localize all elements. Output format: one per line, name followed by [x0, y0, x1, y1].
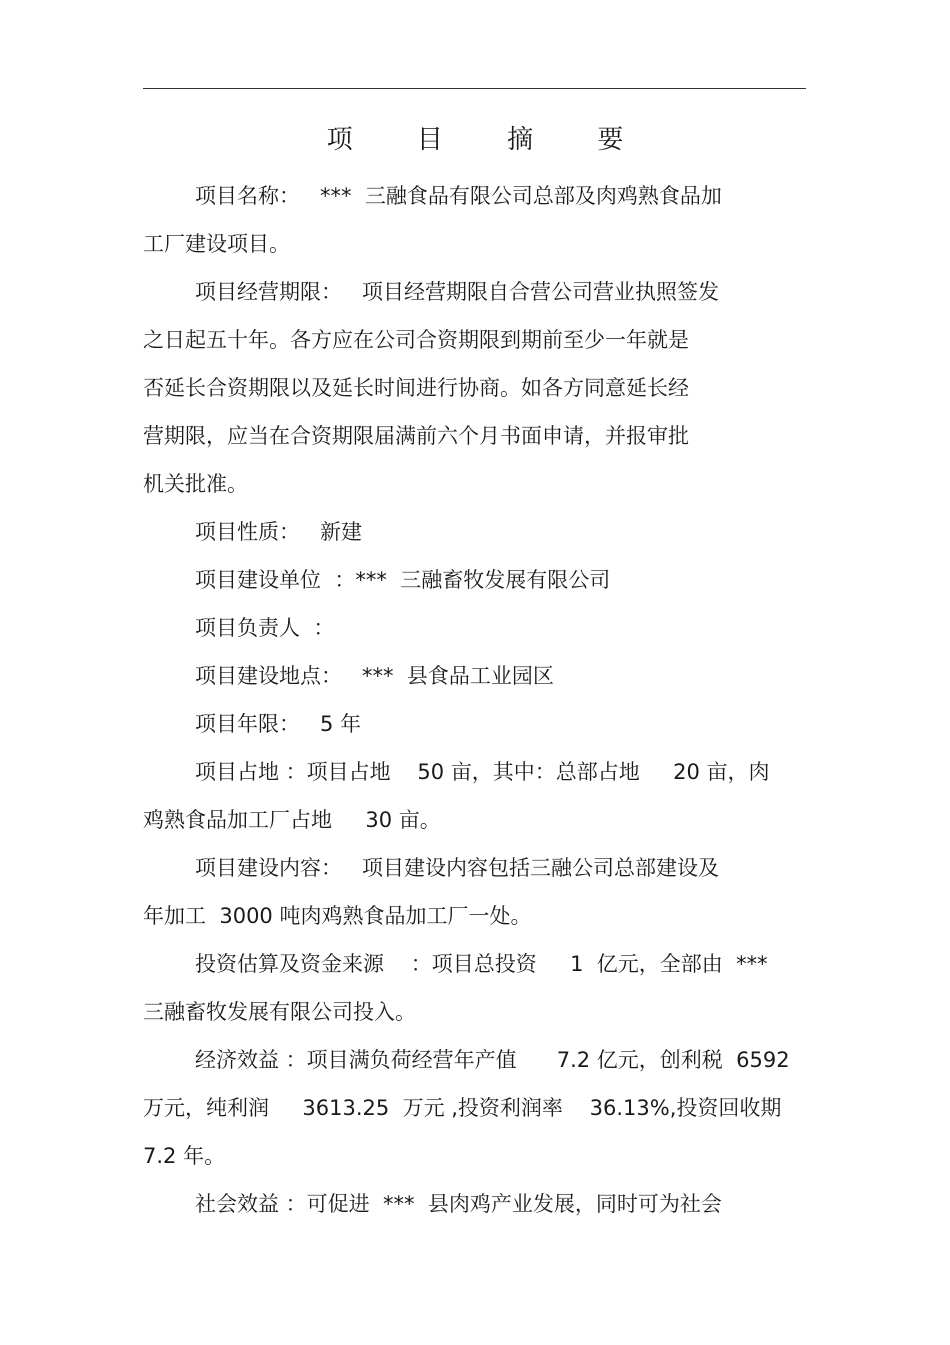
text-line: 年加工 3000 吨肉鸡熟食品加工厂一处。: [143, 904, 532, 928]
text-line: 万元，纯利润 3613.25 万元 ,投资利润率 36.13%,投资回收期: [143, 1096, 782, 1120]
text-line: 项目建设内容： 项目建设内容包括三融公司总部建设及: [195, 856, 720, 880]
text-line: 7.2 年。: [143, 1144, 226, 1168]
text-line: 项目建设地点： *** 县食品工业园区: [195, 664, 554, 688]
text-line: 营期限，应当在合资期限届满前六个月书面申请，并报审批: [143, 424, 689, 448]
text-line: 项目负责人 ：: [195, 616, 335, 640]
text-line: 社会效益 ：可促进 *** 县肉鸡产业发展，同时可为社会: [195, 1192, 722, 1216]
text-line: 项目名称： *** 三融食品有限公司总部及肉鸡熟食品加: [195, 184, 722, 208]
text-line: 项目建设单位 ：*** 三融畜牧发展有限公司: [195, 568, 611, 592]
text-line: 三融畜牧发展有限公司投入。: [143, 1000, 416, 1024]
page-title: 项 目 摘 要: [326, 125, 652, 155]
text-line: 项目经营期限： 项目经营期限自合营公司营业执照签发: [195, 280, 720, 304]
header-rule: [143, 88, 806, 89]
text-line: 项目年限： 5 年: [195, 712, 362, 736]
text-line: 投资估算及资金来源 ：项目总投资 1 亿元，全部由 ***: [195, 952, 768, 976]
text-line: 项目性质： 新建: [195, 520, 363, 544]
text-line: 之日起五十年。各方应在公司合资期限到期前至少一年就是: [143, 328, 689, 352]
text-line: 工厂建设项目。: [143, 232, 290, 256]
text-line: 鸡熟食品加工厂占地 30 亩。: [143, 808, 441, 832]
text-line: 机关批准。: [143, 472, 248, 496]
text-line: 项目占地 ：项目占地 50 亩，其中：总部占地 20 亩，肉: [195, 760, 770, 784]
text-line: 经济效益 ：项目满负荷经营年产值 7.2 亿元，创利税 6592: [195, 1048, 790, 1072]
text-line: 否延长合资期限以及延长时间进行协商。如各方同意延长经: [143, 376, 689, 400]
